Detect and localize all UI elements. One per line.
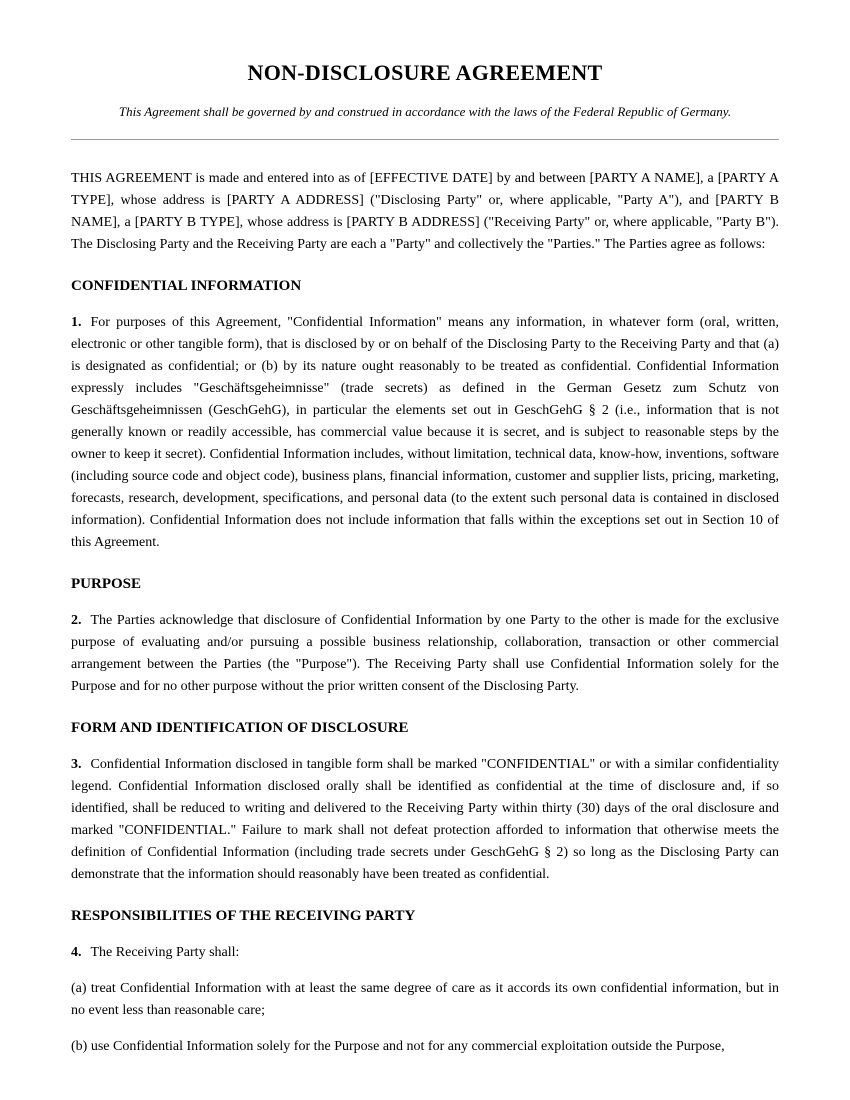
document-section	[71, 277, 779, 554]
clause-text: (b) use Confidential Information solely for the Purpose and not for any commercial exploitation outside the Purpose,	[71, 1039, 725, 1054]
section-paragraphs	[71, 312, 779, 554]
section-heading: FORM AND IDENTIFICATION OF DISCLOSURE	[71, 720, 409, 736]
clause-paragraph	[71, 978, 779, 1022]
sections-container	[71, 277, 779, 1058]
clause-paragraph	[71, 754, 779, 886]
clause-text: For purposes of this Agreement, "Confidential Information" means any information, in whatever form (oral, written, electronic or other tangible form), that is disclosed by or on behalf of the Disclosing Party to the Receiving Party and that (a) is designated as confidential; or (b) by its nature ought reasonably to be treated as confidential. Confidential Information expressly includes "Geschäftsgeheimnisse" (trade secrets) as defined in the German Gesetz zum Schutz von Geschäftsgeheimnissen (GeschGehG), in particular the elements set out in GeschGehG § 2 (i.e., information that is not generally known or readily accessible, has commercial value because it is secret, and is subject to reasonable steps by the owner to keep it secret). Confidential Information includes, without limitation, technical data, know-how, inventions, software (including source code and object code), business plans, financial information, customer and supplier lists, pricing, marketing, forecasts, research, development, specifications, and personal data (to the extent such personal data is contained in disclosed information). Confidential Information does not include information that falls within the exceptions set out in Section 10 of this Agreement.	[71, 315, 779, 550]
intro-paragraph: THIS AGREEMENT is made and entered into as of [EFFECTIVE DATE] by and between [PARTY A NAME], a [PARTY A TYPE], whose address is [PARTY A ADDRESS] ("Disclosing Party" or, where applicable, "Party A"), and [PARTY B NAME], a [PARTY B TYPE], whose address is [PARTY B ADDRESS] ("Receiving Party" or, where applicable, "Party B"). The Disclosing Party and the Receiving Party are each a "Party" and collectively the "Parties." The Parties agree as follows:	[71, 171, 779, 252]
clause-number: 4.	[71, 945, 82, 960]
clause-text: The Receiving Party shall:	[90, 945, 240, 960]
clause-paragraph	[71, 942, 779, 964]
title-divider	[71, 139, 779, 140]
section-heading: CONFIDENTIAL INFORMATION	[71, 278, 302, 294]
document-section	[71, 575, 779, 698]
section-paragraphs	[71, 754, 779, 886]
clause-text: Confidential Information disclosed in tangible form shall be marked "CONFIDENTIAL" or with a similar confidentiality legend. Confidential Information disclosed orally shall be identified as confidential at the time of disclosure and, if so identified, shall be reduced to writing and delivered to the Receiving Party within thirty (30) days of the oral disclosure and marked "CONFIDENTIAL." Failure to mark shall not defeat protection afforded to information that otherwise meets the definition of Confidential Information (including trade secrets under GeschGehG § 2) so long as the Disclosing Party can demonstrate that the information should reasonably have been treated as confidential.	[71, 757, 779, 882]
section-paragraphs	[71, 610, 779, 698]
section-heading: RESPONSIBILITIES OF THE RECEIVING PARTY	[71, 908, 416, 924]
clause-paragraph	[71, 610, 779, 698]
section-paragraphs	[71, 942, 779, 1058]
section-heading: PURPOSE	[71, 576, 142, 592]
governing-law-note: This Agreement shall be governed by and construed in accordance with the laws of the Federal Republic of Germany.	[118, 104, 732, 119]
clause-paragraph	[71, 1036, 779, 1058]
clause-number: 1.	[71, 315, 82, 330]
document-section	[71, 907, 779, 1058]
document-section	[71, 719, 779, 886]
clause-paragraph	[71, 312, 779, 554]
clause-text: (a) treat Confidential Information with at least the same degree of care as it accords its own confidential information, but in no event less than reasonable care;	[71, 981, 779, 1018]
clause-text: The Parties acknowledge that disclosure of Confidential Information by one Party to the other is made for the exclusive purpose of evaluating and/or pursuing a possible business relationship, collaboration, transaction or other commercial arrangement between the Parties (the "Purpose"). The Receiving Party shall use Confidential Information solely for the Purpose and for no other purpose without the prior written consent of the Disclosing Party.	[71, 613, 779, 694]
clause-number: 3.	[71, 757, 82, 772]
document-title: NON-DISCLOSURE AGREEMENT	[247, 60, 603, 85]
clause-number: 2.	[71, 613, 82, 628]
